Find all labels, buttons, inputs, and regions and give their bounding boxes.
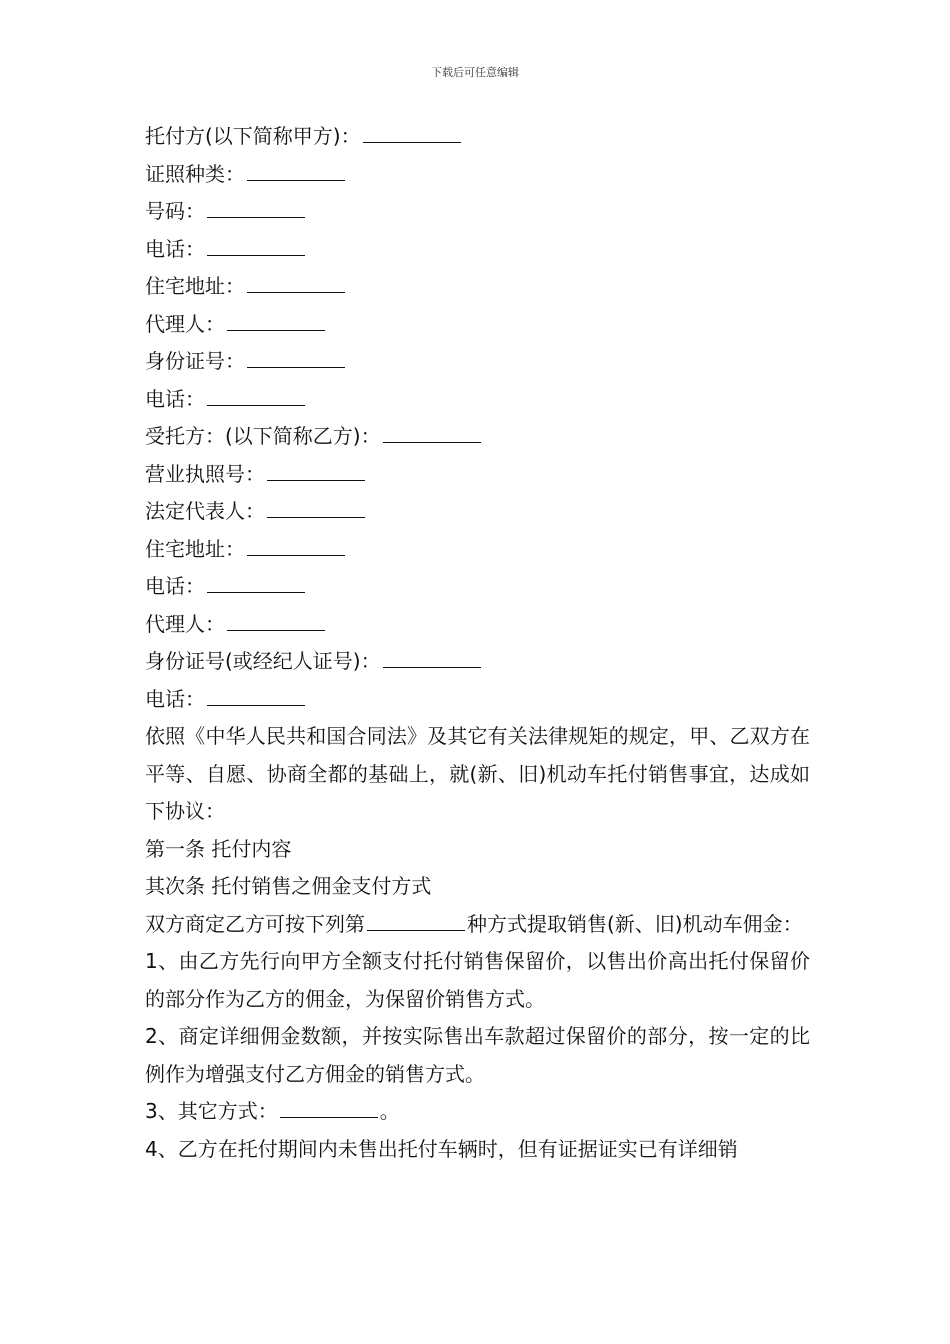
- field-label: 住宅地址：: [145, 536, 245, 561]
- blank-line[interactable]: [247, 347, 345, 368]
- intro-paragraph: 依照《中华人民共和国合同法》及其它有关法律规矩的规定，甲、乙双方在平等、自愿、协商全都的基础上，就(新、旧)机动车托付销售事宜，达成如下协议：: [145, 724, 810, 823]
- blank-line[interactable]: [363, 122, 461, 143]
- article-1-heading: 第一条 托付内容: [145, 836, 292, 861]
- commission-method-paragraph: [145, 906, 810, 944]
- field-label: 受托方：(以下简称乙方)：: [145, 424, 381, 448]
- blank-line[interactable]: [247, 272, 345, 293]
- blank-line[interactable]: [227, 610, 325, 631]
- field-label: 法定代表人：: [145, 499, 265, 523]
- page-header: 下载后可任意编辑: [431, 66, 519, 79]
- contract-body: [145, 118, 810, 1168]
- blank-line[interactable]: [207, 197, 305, 218]
- article-2-heading: 其次条 托付销售之佣金支付方式: [145, 874, 432, 898]
- blank-line[interactable]: [383, 422, 481, 443]
- blank-line[interactable]: [367, 910, 465, 931]
- field-address-a: [145, 268, 810, 306]
- field-phone-b: [145, 568, 810, 606]
- field-id-number-a: [145, 343, 810, 381]
- blank-line[interactable]: [207, 572, 305, 593]
- blank-line[interactable]: [207, 235, 305, 256]
- field-label: 证照种类：: [145, 161, 245, 186]
- field-label: 电话：: [145, 574, 205, 598]
- field-agent-phone-b: [145, 681, 810, 719]
- field-agent-phone-a: [145, 381, 810, 419]
- field-agent-b: [145, 606, 810, 644]
- field-address-b: [145, 531, 810, 569]
- field-label: 代理人：: [145, 311, 225, 336]
- item-1-paragraph: 1、由乙方先行向甲方全额支付托付销售保留价，以售出价高出托付保留价的部分作为乙方的佣金，为保留价销售方式。: [145, 949, 810, 1011]
- field-number: [145, 193, 810, 231]
- field-label: 身份证号：: [145, 349, 245, 373]
- field-phone-a: [145, 231, 810, 269]
- method-text-after: 种方式提取销售(新、旧)机动车佣金：: [467, 911, 803, 936]
- blank-line[interactable]: [247, 535, 345, 556]
- field-label: 身份证号(或经纪人证号)：: [145, 649, 381, 673]
- item-4-paragraph: 4、乙方在托付期间内未售出托付车辆时，但有证据证实已有详细销: [145, 1136, 738, 1161]
- field-license-type: [145, 156, 810, 194]
- blank-line[interactable]: [280, 1097, 378, 1118]
- item-3-end: 。: [379, 1099, 400, 1123]
- blank-line[interactable]: [267, 460, 365, 481]
- field-label: 电话：: [145, 386, 205, 411]
- item-3-label: 3、其它方式：: [145, 1099, 278, 1123]
- field-label: 电话：: [145, 236, 205, 261]
- blank-line[interactable]: [247, 160, 345, 181]
- field-label: 电话：: [145, 686, 205, 711]
- field-label: 住宅地址：: [145, 274, 245, 298]
- field-label: 营业执照号：: [145, 461, 265, 486]
- blank-line[interactable]: [227, 310, 325, 331]
- blank-line[interactable]: [207, 685, 305, 706]
- field-business-license: [145, 456, 810, 494]
- item-3-line: [145, 1093, 810, 1131]
- field-label: 托付方(以下简称甲方)：: [145, 124, 361, 148]
- field-trustee-party: [145, 418, 810, 456]
- field-agent-a: [145, 306, 810, 344]
- field-label: 代理人：: [145, 611, 225, 636]
- field-label: 号码：: [145, 199, 205, 223]
- method-text-before: 双方商定乙方可按下列第: [145, 911, 365, 936]
- field-legal-rep: [145, 493, 810, 531]
- blank-line[interactable]: [383, 647, 481, 668]
- field-entrusting-party: [145, 118, 810, 156]
- blank-line[interactable]: [267, 497, 365, 518]
- blank-line[interactable]: [207, 385, 305, 406]
- item-2-paragraph: 2、商定详细佣金数额，并按实际售出车款超过保留价的部分，按一定的比例作为增强支付乙方佣金的销售方式。: [145, 1024, 810, 1086]
- field-id-number-b: [145, 643, 810, 681]
